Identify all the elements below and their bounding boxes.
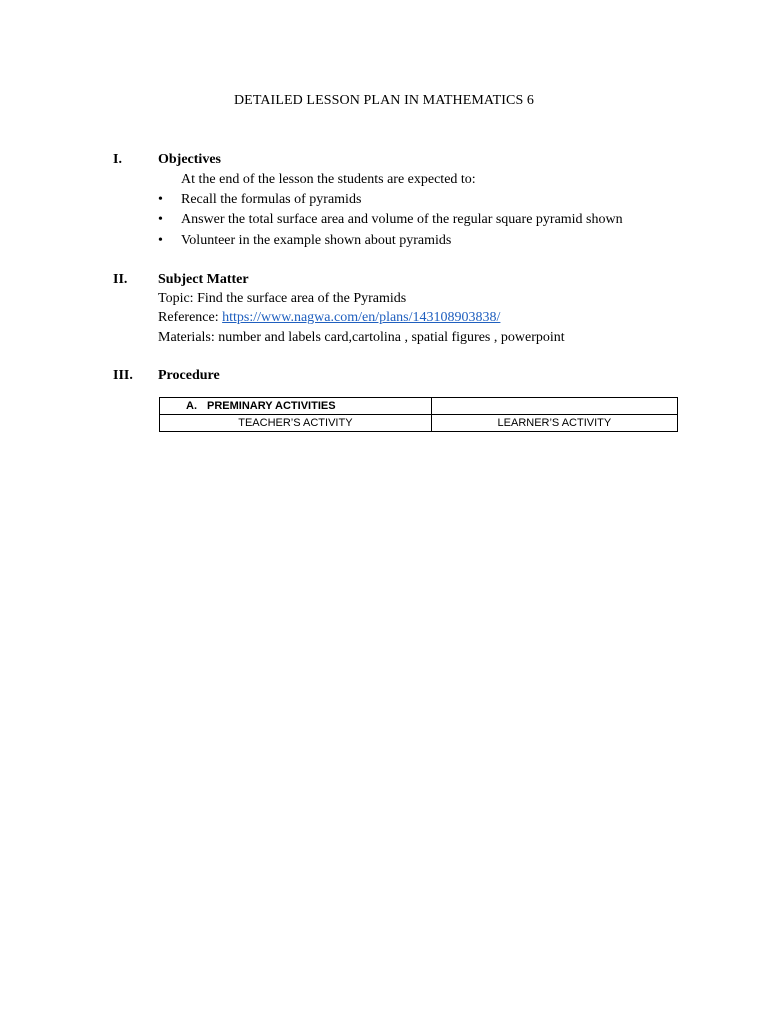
section-letter: A. bbox=[186, 400, 197, 412]
table-row bbox=[160, 398, 678, 415]
section-number-procedure: III. bbox=[113, 368, 133, 383]
list-item: Volunteer in the example shown about pyramids bbox=[181, 233, 452, 248]
section-heading-subject-matter: Subject Matter bbox=[158, 272, 249, 287]
section-number-objectives: I. bbox=[113, 152, 122, 167]
list-item: Recall the formulas of pyramids bbox=[181, 192, 362, 207]
section-heading-procedure: Procedure bbox=[158, 368, 220, 383]
list-item: Answer the total surface area and volume of the regular square pyramid shown bbox=[181, 212, 623, 227]
page-title: DETAILED LESSON PLAN IN MATHEMATICS 6 bbox=[233, 93, 535, 108]
section-label: PREMINARY ACTIVITIES bbox=[207, 400, 336, 412]
empty-cell bbox=[431, 398, 677, 415]
reference-link[interactable]: https://www.nagwa.com/en/plans/143108903838/ bbox=[222, 310, 501, 325]
subject-reference bbox=[158, 310, 500, 326]
procedure-table bbox=[159, 397, 678, 432]
bullet-icon: • bbox=[158, 212, 163, 227]
reference-label: Reference: bbox=[158, 310, 223, 325]
column-header-learner: LEARNER’S ACTIVITY bbox=[431, 415, 677, 432]
section-number-subject-matter: II. bbox=[113, 272, 128, 287]
objectives-intro: At the end of the lesson the students are expected to: bbox=[181, 172, 476, 187]
preliminary-activities-cell bbox=[160, 398, 432, 415]
bullet-icon: • bbox=[158, 192, 163, 207]
subject-materials: Materials: number and labels card,cartolina , spatial figures , powerpoint bbox=[158, 330, 565, 345]
subject-topic: Topic: Find the surface area of the Pyramids bbox=[158, 291, 407, 306]
bullet-icon: • bbox=[158, 233, 163, 248]
table-row bbox=[160, 415, 678, 432]
column-header-teacher: TEACHER’S ACTIVITY bbox=[160, 415, 432, 432]
section-heading-objectives: Objectives bbox=[158, 152, 221, 167]
